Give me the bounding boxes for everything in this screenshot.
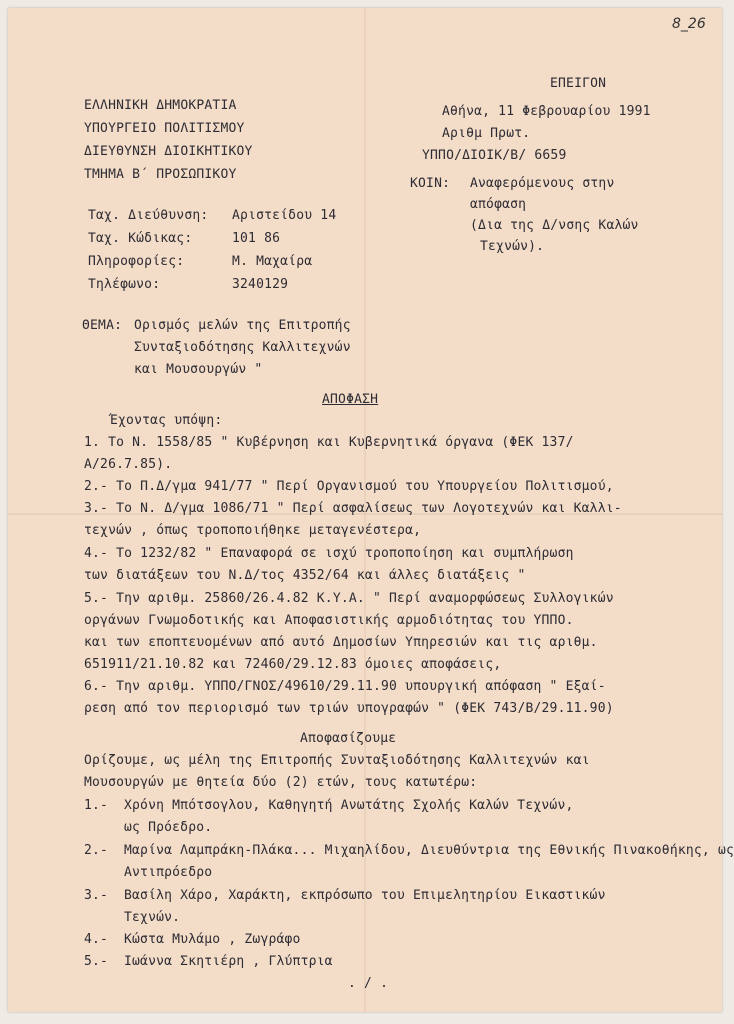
- subject-line: Συνταξιοδότησης Καλλιτεχνών: [134, 340, 351, 355]
- contact-label: Ταχ. Κώδικας:: [88, 231, 193, 246]
- header-line: ΔΙΕΥΘΥΝΣΗ ΔΙΟΙΚΗΤΙΚΟΥ: [84, 144, 253, 159]
- member-line: Ιωάννα Σκητιέρη , Γλύπτρια: [124, 954, 333, 969]
- urgency-stamp: ΕΠΕΙΓΟΝ: [550, 76, 607, 91]
- body-line: Α/26.7.85).: [84, 457, 173, 472]
- protocol-number: ΥΠΠΟ/ΔΙΟΙΚ/Β/ 6659: [422, 148, 567, 163]
- member-number: 4.-: [84, 932, 109, 947]
- header-line: ΥΠΟΥΡΓΕΙΟ ΠΟΛΙΤΙΣΜΟΥ: [84, 121, 245, 136]
- contact-label: Πληροφορίες:: [88, 254, 185, 269]
- contact-label: Τηλέφωνο:: [88, 277, 161, 292]
- member-line: Κώστα Μυλάμο , Ζωγράφο: [124, 932, 301, 947]
- member-line: Χρόνη Μπότσογλου, Καθηγητή Ανωτάτης Σχολής Καλών Τεχνών,: [124, 798, 574, 813]
- member-line: Αντιπρόεδρο: [124, 865, 213, 880]
- handwritten-number: 8_26: [672, 16, 706, 32]
- subject-line: Ορισμός μελών της Επιτροπής: [134, 318, 351, 333]
- resolve-title: Αποφασίζουμε: [300, 731, 397, 746]
- member-number: 1.-: [84, 798, 109, 813]
- decision-title: ΑΠΟΦΑΣΗ: [322, 392, 379, 407]
- member-number: 5.-: [84, 954, 109, 969]
- body-line: ρεση από τον περιορισμό των τριών υπογραφών " (ΦΕΚ 743/Β/29.11.90): [84, 701, 614, 716]
- body-line: Έχοντας υπόψη:: [110, 413, 223, 428]
- body-line: 651911/21.10.82 και 72460/29.12.83 όμοιες αποφάσεις,: [84, 657, 502, 672]
- body-line: 3.- Το Ν. Δ/γμα 1086/71 " Περί ασφαλίσεως των Λογοτεχνών και Καλλι-: [84, 501, 622, 516]
- resolve-line: Ορίζουμε, ως μέλη της Επιτροπής Συνταξιοδότησης Καλλιτεχνών και: [84, 753, 590, 768]
- page-continue: . / .: [348, 976, 389, 991]
- koin-line: Τεχνών).: [480, 239, 545, 254]
- body-line: οργάνων Γνωμοδοτικής και Αποφασιστικής αρμοδιότητας του ΥΠΠΟ.: [84, 613, 574, 628]
- body-line: 6.- Την αριθμ. ΥΠΠΟ/ΓΝΟΣ/49610/29.11.90 υπουργική απόφαση " Εξαί-: [84, 679, 606, 694]
- member-number: 3.-: [84, 888, 109, 903]
- contact-value: Αριστείδου 14: [232, 208, 337, 223]
- contact-label: Ταχ. Διεύθυνση:: [88, 208, 209, 223]
- contact-value: 101 86: [232, 231, 281, 246]
- koin-label: ΚΟΙΝ:: [410, 176, 451, 191]
- member-number: 2.-: [84, 843, 109, 858]
- contact-value: 3240129: [232, 277, 289, 292]
- body-line: 4.- Το 1232/82 " Επαναφορά σε ισχύ τροποποίηση και συμπλήρωση: [84, 546, 574, 561]
- body-line: 2.- Το Π.Δ/γμα 941/77 " Περί Οργανισμού του Υπουργείου Πολιτισμού,: [84, 479, 614, 494]
- contact-value: Μ. Μαχαίρα: [232, 254, 313, 269]
- document-sheet: [8, 8, 734, 1012]
- header-line: ΤΜΗΜΑ Β΄ ΠΡΟΣΩΠΙΚΟΥ: [84, 167, 237, 182]
- resolve-line: Μουσουργών με θητεία δύο (2) ετών, τους κατωτέρω:: [84, 775, 478, 790]
- member-line: ως Πρόεδρο.: [124, 820, 213, 835]
- body-line: των διατάξεων του Ν.Δ/τος 4352/64 και άλλες διατάξεις ": [84, 568, 526, 583]
- body-line: 1. Το Ν. 1558/85 " Κυβέρνηση και Κυβερνητικά όργανα (ΦΕΚ 137/: [84, 435, 574, 450]
- header-line: ΕΛΛΗΝΙΚΗ ΔΗΜΟΚΡΑΤΙΑ: [84, 98, 237, 113]
- member-line: Τεχνών.: [124, 910, 181, 925]
- place-date: Αθήνα, 11 Φεβρουαρίου 1991: [442, 104, 651, 119]
- koin-line: Αναφερόμενους στην: [470, 176, 615, 191]
- koin-line: απόφαση: [470, 197, 527, 212]
- member-line: Μαρίνα Λαμπράκη-Πλάκα... Μιχαηλίδου, Διευθύντρια της Εθνικής Πινακοθήκης, ως: [124, 843, 734, 858]
- member-line: Βασίλη Χάρο, Χαράκτη, εκπρόσωπο του Επιμελητηρίου Εικαστικών: [124, 888, 606, 903]
- body-line: και των εποπτευομένων από αυτό Δημοσίων Υπηρεσιών και τις αριθμ.: [84, 635, 598, 650]
- subject-line: και Μουσουργών ": [134, 362, 263, 377]
- koin-line: (Δια της Δ/νσης Καλών: [470, 218, 639, 233]
- body-line: τεχνών , όπως τροποποιήθηκε μεταγενέστερα,: [84, 523, 422, 538]
- protocol-label: Αριθμ Πρωτ.: [442, 126, 531, 141]
- subject-label: ΘΕΜΑ:: [82, 318, 123, 333]
- body-line: 5.- Την αριθμ. 25860/26.4.82 Κ.Υ.Α. " Περί αναμορφώσεως Συλλογικών: [84, 591, 614, 606]
